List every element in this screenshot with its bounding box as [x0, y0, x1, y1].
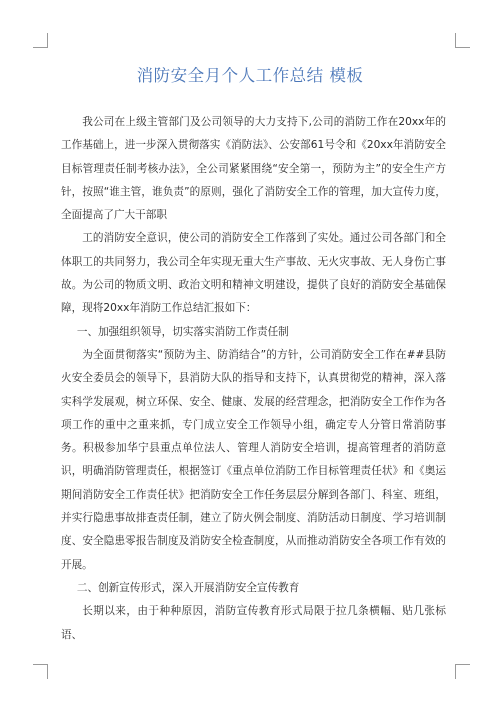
paragraph-section-2: 长期以来，由于种种原因，消防宣传教育形式局限于拉几条横幅、贴几张标语、	[61, 605, 446, 641]
document-title: 消防安全月个人工作总结 模板	[136, 66, 364, 85]
page-corner-mark-bottom-left	[33, 664, 48, 679]
paragraph-section-1: 为全面贯彻落实“预防为主、防消结合”的方针，公司消防安全工作在##县防火安全委员会的领导下，县消防大队的指导和支持下，认真贯彻党的精神，深入落实科学发展观，树立环保、安全、健康、发展的经营理念，把消防安全工作作为各项工作的重中之重来抓，专门成立安全工作领导小组，确定专人分管日常消防事务。积极参加华宁县重点单位法人、管理人消防安全培训，提高管理者的消防意识，明确消防管理责任，根据签订《重点单位消防工作目标管理责任状》和《奥运期间消防安全工作责任状》把消防安全工作任务层层分解到各部门、科室、班组，并实行隐患事故排查责任制，建立了防火例会制度、消防活动日制度、学习培训制度、安全隐患零报告制度及消防安全检查制度，从而推动消防安全各项工作有效的开展。	[61, 348, 446, 571]
paragraph-intro: 我公司在上级主管部门及公司领导的大力支持下,公司的消防工作在20xx年的工作基础上，进一步深入贯彻落实《消防法》、公安部61号令和《20xx年消防安全目标管理责任制考核办法》，全公司紧紧围绕“安全第一，预防为主”的安全生产方针，按照“谁主管，谁负责”的原则，强化了消防安全工作的管理，加大宣传力度，全面提高了广大干部职	[61, 116, 446, 222]
page-corner-mark-top-right	[455, 33, 470, 48]
page-corner-mark-top-left	[33, 33, 48, 48]
page-corner-mark-bottom-right	[455, 664, 470, 679]
paragraph-summary: 工的消防安全意识，使公司的消防安全工作落到了实处。通过公司各部门和全体职工的共同努力，我公司全年实现无重大生产事故、无火灾事故、无人身伤亡事故。为公司的物质文明、政治文明和精神文明建设，提供了良好的消防安全基础保障，现将20xx年消防工作总结汇报如下：	[61, 232, 446, 315]
section-heading-2: 二、创新宣传形式，深入开展消防安全宣传教育	[76, 581, 300, 594]
section-heading-1: 一、加强组织领导，切实落实消防工作责任制	[76, 325, 289, 338]
document-body	[61, 111, 446, 647]
